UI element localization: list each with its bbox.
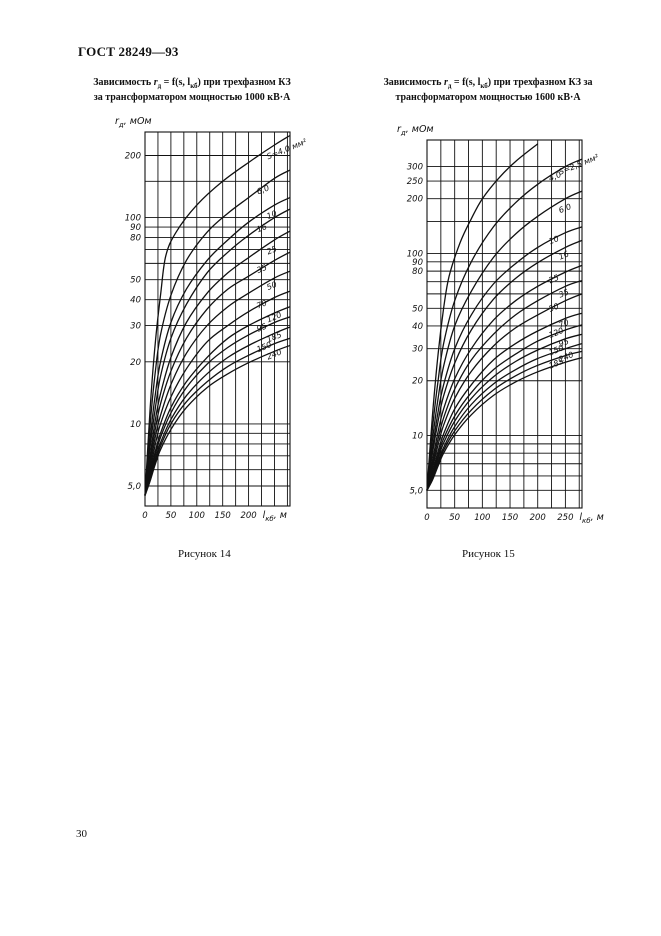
caption-var-sub: д: [157, 82, 162, 90]
series-label: 185: [547, 356, 565, 371]
caption-var: r: [153, 77, 158, 88]
caption-var-sub: д: [447, 82, 452, 90]
series-label: 120: [265, 310, 283, 325]
x-axis-unit: , м: [273, 510, 287, 521]
y-tick-label: 300: [406, 162, 423, 173]
series-label: 50: [547, 301, 561, 314]
series-label: 10: [265, 208, 279, 222]
caption-line2: трансформатором мощностью 1600 кВ·А: [395, 92, 581, 103]
y-tick-label: 40: [130, 295, 141, 306]
y-tick-label: 30: [130, 321, 141, 332]
x-tick-label: 50: [449, 513, 461, 523]
y-tick-label: 20: [130, 357, 141, 368]
x-axis-var: l: [579, 512, 583, 523]
y-tick-label: 10: [130, 419, 141, 430]
y-axis-unit: , мОм: [123, 116, 152, 127]
series-label: 25: [265, 244, 279, 257]
series-label: 6,0: [557, 202, 573, 216]
figure-15-label: Рисунок 15: [462, 548, 515, 560]
x-tick-label: 250: [557, 513, 574, 523]
x-tick-label: 200: [240, 511, 257, 521]
x-tick-label: 150: [214, 511, 231, 521]
y-axis-var-sub: д: [118, 121, 124, 129]
y-axis-unit: , мОм: [405, 124, 434, 135]
chart-figure-15: [380, 110, 604, 530]
series-label: 4,0: [547, 169, 563, 184]
page-number: 30: [76, 828, 87, 840]
y-axis-var: r: [115, 116, 119, 127]
y-tick-label: 100: [124, 213, 141, 224]
x-axis-var-sub: кб: [582, 517, 591, 525]
series-label: 16: [557, 249, 571, 262]
figure-14-label: Рисунок 14: [178, 548, 231, 560]
series-label: 16: [255, 222, 269, 235]
y-axis-var: r: [397, 124, 401, 135]
series-label: 25: [547, 273, 561, 286]
caption-prefix: Зависимость: [383, 77, 442, 88]
series-label: 95: [255, 321, 269, 334]
x-tick-label: 0: [424, 513, 430, 523]
series-label: 240: [557, 350, 575, 365]
series-line: [427, 281, 582, 491]
x-tick-label: 50: [165, 511, 177, 521]
caption-line2: за трансформатором мощностью 1000 кВ·А: [93, 92, 291, 103]
y-tick-label: 200: [406, 194, 423, 205]
x-tick-label: 0: [142, 511, 148, 521]
standard-number: ГОСТ 28249—93: [78, 44, 179, 59]
series-label: 240: [265, 347, 283, 362]
series-line: [427, 351, 582, 490]
series-label: 50: [265, 279, 279, 293]
caption-mid-sub: кб: [190, 82, 198, 90]
x-tick-label: 100: [474, 513, 491, 523]
series-label: S=4,0 мм²: [265, 137, 308, 162]
x-axis-var: l: [262, 510, 266, 521]
x-axis-title: [579, 512, 603, 525]
figure-15-caption: [363, 77, 613, 104]
series-label: 35: [557, 287, 571, 300]
series-label: 35: [255, 262, 269, 276]
series-label: 70: [255, 298, 269, 311]
y-tick-label: 10: [412, 431, 423, 442]
y-tick-label: 200: [124, 151, 141, 162]
y-tick-label: 80: [412, 267, 423, 278]
caption-suffix: ) при трехфазном КЗ за: [487, 77, 593, 88]
y-tick-label: 90: [412, 257, 423, 268]
series-label: 120: [547, 325, 565, 340]
caption-mid-sub: кб: [480, 82, 488, 90]
caption-var: r: [443, 77, 448, 88]
series-label: 150: [547, 343, 565, 358]
x-tick-label: 150: [501, 513, 519, 523]
caption-mid: = f(s, l: [161, 77, 191, 88]
series-label: 185: [265, 330, 283, 345]
series-label: 95: [557, 336, 571, 349]
caption-mid: = f(s, l: [451, 77, 481, 88]
y-tick-label: 5,0: [127, 482, 141, 493]
y-tick-label: 80: [130, 233, 141, 244]
series-label: 6,0: [255, 183, 271, 197]
y-tick-label: 50: [130, 275, 141, 286]
caption-suffix: ) при трехфазном КЗ: [197, 77, 291, 88]
chart-figure-14: [90, 110, 308, 530]
y-tick-label: 5,0: [409, 486, 423, 497]
x-axis-var-sub: кб: [265, 515, 274, 523]
x-axis-title: [263, 510, 287, 523]
y-tick-label: 90: [130, 223, 141, 234]
series-label: 150: [255, 340, 273, 355]
y-tick-label: 250: [406, 177, 423, 188]
y-tick-label: 50: [412, 304, 423, 315]
y-axis-var-sub: д: [400, 129, 406, 137]
x-tick-label: 200: [529, 513, 546, 523]
x-tick-label: 100: [188, 511, 205, 521]
y-tick-label: 40: [412, 321, 423, 332]
series-label: 10: [547, 234, 561, 247]
caption-prefix: Зависимость: [93, 77, 152, 88]
x-axis-unit: , м: [590, 512, 604, 523]
y-tick-label: 20: [412, 376, 423, 387]
y-tick-label: 100: [406, 249, 423, 260]
series-line: [427, 265, 582, 490]
y-axis-title: [397, 124, 434, 137]
series-label: S=2,5 мм²: [557, 152, 600, 177]
y-axis-title: [115, 116, 152, 129]
figure-14-caption: [67, 77, 317, 104]
y-tick-label: 30: [412, 344, 423, 355]
series-label: 70: [557, 317, 571, 330]
